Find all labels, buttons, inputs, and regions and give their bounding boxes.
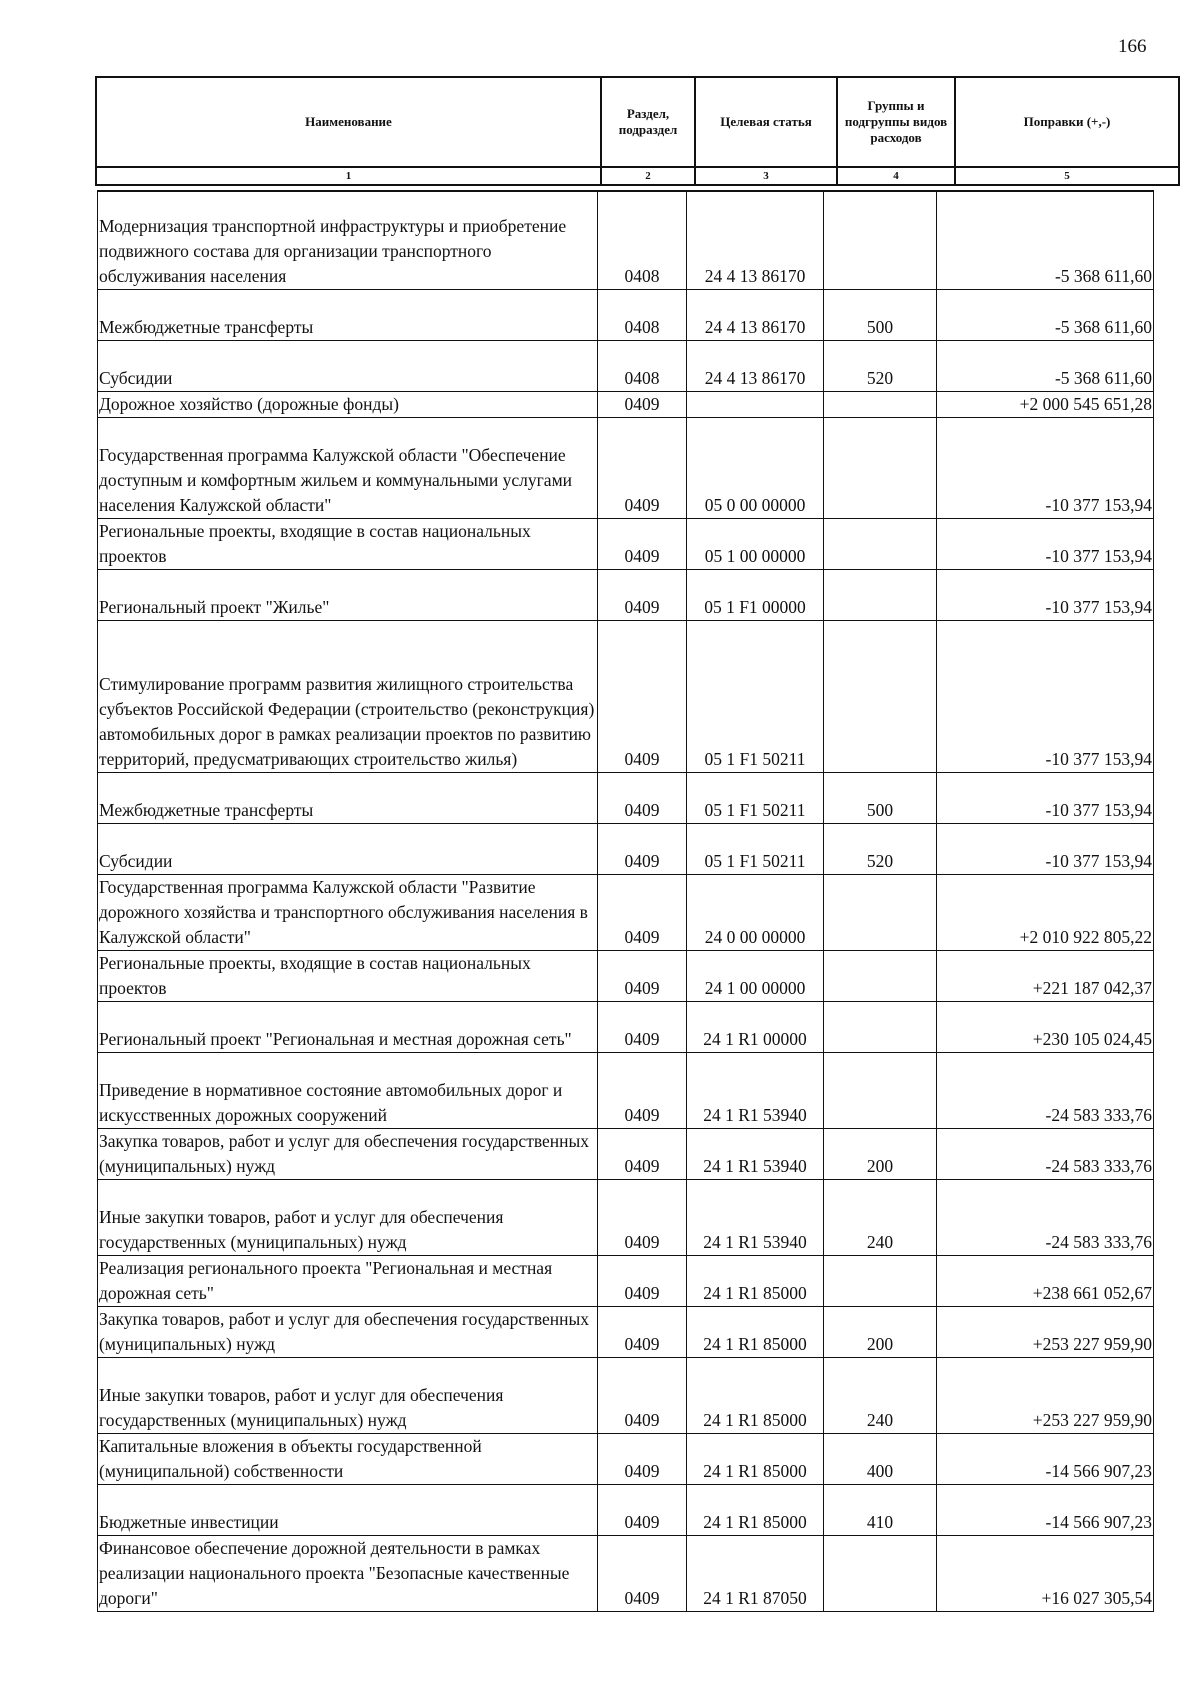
row-name: Приведение в нормативное состояние автомобильных дорог и искусственных дорожных сооружений <box>98 1052 598 1128</box>
row-name: Закупка товаров, работ и услуг для обеспечения государственных (муниципальных) нужд <box>98 1306 598 1357</box>
row-article: 05 1 00 00000 <box>687 518 824 569</box>
row-article: 24 0 00 00000 <box>687 874 824 950</box>
table-row <box>98 1433 1154 1484</box>
row-group <box>824 874 937 950</box>
header-num-1: 1 <box>96 167 601 185</box>
row-amount: +16 027 305,54 <box>937 1535 1154 1611</box>
header-num-3: 3 <box>695 167 837 185</box>
row-section: 0409 <box>598 391 687 417</box>
row-group <box>824 1052 937 1128</box>
row-group <box>824 417 937 518</box>
row-section: 0409 <box>598 620 687 772</box>
row-section: 0409 <box>598 772 687 823</box>
row-amount: +2 000 545 651,28 <box>937 391 1154 417</box>
row-name: Бюджетные инвестиции <box>98 1484 598 1535</box>
row-group <box>824 1255 937 1306</box>
table-row <box>98 518 1154 569</box>
row-name: Иные закупки товаров, работ и услуг для обеспечения государственных (муниципальных) нужд <box>98 1179 598 1255</box>
table-row <box>98 1052 1154 1128</box>
row-name: Модернизация транспортной инфраструктуры и приобретение подвижного состава для организации транспортного обслуживания населения <box>98 191 598 289</box>
page-number: 166 <box>1118 36 1147 57</box>
row-article: 24 1 R1 00000 <box>687 1001 824 1052</box>
row-article: 05 1 F1 50211 <box>687 823 824 874</box>
row-name: Субсидии <box>98 340 598 391</box>
row-group: 400 <box>824 1433 937 1484</box>
row-article: 24 1 R1 85000 <box>687 1255 824 1306</box>
row-amount: -10 377 153,94 <box>937 772 1154 823</box>
row-group <box>824 391 937 417</box>
row-article: 24 4 13 86170 <box>687 191 824 289</box>
row-amount: -10 377 153,94 <box>937 569 1154 620</box>
table-row <box>98 874 1154 950</box>
row-amount: -10 377 153,94 <box>937 518 1154 569</box>
table-row <box>98 1535 1154 1611</box>
row-article: 05 1 F1 50211 <box>687 772 824 823</box>
row-group <box>824 950 937 1001</box>
row-article: 24 4 13 86170 <box>687 289 824 340</box>
row-article: 05 0 00 00000 <box>687 417 824 518</box>
row-section: 0408 <box>598 340 687 391</box>
header-amendments: Поправки (+,-) <box>955 77 1179 167</box>
row-group: 410 <box>824 1484 937 1535</box>
table-row <box>98 1179 1154 1255</box>
header-section: Раздел, подраздел <box>601 77 695 167</box>
row-section: 0408 <box>598 191 687 289</box>
row-group <box>824 191 937 289</box>
table-row <box>98 340 1154 391</box>
row-section: 0409 <box>598 1433 687 1484</box>
row-name: Государственная программа Калужской области "Развитие дорожного хозяйства и транспортного обслуживания населения в Калужской области" <box>98 874 598 950</box>
row-amount: -5 368 611,60 <box>937 340 1154 391</box>
header-num-4: 4 <box>837 167 955 185</box>
header-num-5: 5 <box>955 167 1179 185</box>
row-group: 520 <box>824 823 937 874</box>
row-section: 0409 <box>598 1255 687 1306</box>
row-name: Стимулирование программ развития жилищного строительства субъектов Российской Федерации (строительство (реконструкция) автомобильных дорог в рамках реализации проектов по развитию территорий, предусматривающих строительство жилья) <box>98 620 598 772</box>
table-row <box>98 950 1154 1001</box>
row-name: Региональные проекты, входящие в состав национальных проектов <box>98 518 598 569</box>
row-article <box>687 391 824 417</box>
row-section: 0409 <box>598 1535 687 1611</box>
table-row <box>98 823 1154 874</box>
row-group: 200 <box>824 1128 937 1179</box>
row-name: Закупка товаров, работ и услуг для обеспечения государственных (муниципальных) нужд <box>98 1128 598 1179</box>
budget-table <box>97 190 1154 1612</box>
row-article: 24 1 R1 53940 <box>687 1052 824 1128</box>
row-section: 0409 <box>598 417 687 518</box>
row-amount: -5 368 611,60 <box>937 289 1154 340</box>
row-article: 24 1 R1 85000 <box>687 1306 824 1357</box>
row-group <box>824 620 937 772</box>
table-row <box>98 1484 1154 1535</box>
row-article: 24 1 00 00000 <box>687 950 824 1001</box>
row-amount: -24 583 333,76 <box>937 1179 1154 1255</box>
row-name: Иные закупки товаров, работ и услуг для обеспечения государственных (муниципальных) нужд <box>98 1357 598 1433</box>
row-amount: -10 377 153,94 <box>937 620 1154 772</box>
row-name: Субсидии <box>98 823 598 874</box>
row-amount: -14 566 907,23 <box>937 1433 1154 1484</box>
table-header <box>95 76 1180 186</box>
row-amount: -5 368 611,60 <box>937 191 1154 289</box>
row-amount: +221 187 042,37 <box>937 950 1154 1001</box>
row-article: 24 1 R1 87050 <box>687 1535 824 1611</box>
row-amount: -10 377 153,94 <box>937 417 1154 518</box>
row-group <box>824 1001 937 1052</box>
row-section: 0409 <box>598 1128 687 1179</box>
row-section: 0409 <box>598 1001 687 1052</box>
header-name: Наименование <box>96 77 601 167</box>
row-name: Региональный проект "Региональная и местная дорожная сеть" <box>98 1001 598 1052</box>
row-name: Дорожное хозяйство (дорожные фонды) <box>98 391 598 417</box>
row-name: Капитальные вложения в объекты государственной (муниципальной) собственности <box>98 1433 598 1484</box>
row-name: Финансовое обеспечение дорожной деятельности в рамках реализации национального проекта "Безопасные качественные дороги" <box>98 1535 598 1611</box>
header-target-article: Целевая статья <box>695 77 837 167</box>
row-section: 0409 <box>598 1357 687 1433</box>
row-group: 200 <box>824 1306 937 1357</box>
table-row <box>98 1306 1154 1357</box>
row-section: 0409 <box>598 518 687 569</box>
row-section: 0409 <box>598 950 687 1001</box>
table-row <box>98 1001 1154 1052</box>
row-article: 05 1 F1 00000 <box>687 569 824 620</box>
row-name: Региональный проект "Жилье" <box>98 569 598 620</box>
row-name: Региональные проекты, входящие в состав национальных проектов <box>98 950 598 1001</box>
table-row <box>98 391 1154 417</box>
row-amount: +230 105 024,45 <box>937 1001 1154 1052</box>
row-section: 0408 <box>598 289 687 340</box>
table-row <box>98 1255 1154 1306</box>
row-amount: -10 377 153,94 <box>937 823 1154 874</box>
table-row <box>98 417 1154 518</box>
row-name: Государственная программа Калужской области "Обеспечение доступным и комфортным жильем и коммунальными услугами населения Калужской области" <box>98 417 598 518</box>
header-num-2: 2 <box>601 167 695 185</box>
row-name: Межбюджетные трансферты <box>98 289 598 340</box>
row-section: 0409 <box>598 1179 687 1255</box>
row-amount: +238 661 052,67 <box>937 1255 1154 1306</box>
table-row <box>98 289 1154 340</box>
row-article: 24 1 R1 53940 <box>687 1128 824 1179</box>
row-amount: +253 227 959,90 <box>937 1357 1154 1433</box>
header-expense-groups: Группы и подгруппы видов расходов <box>837 77 955 167</box>
row-amount: -24 583 333,76 <box>937 1128 1154 1179</box>
row-group <box>824 518 937 569</box>
row-article: 24 1 R1 53940 <box>687 1179 824 1255</box>
row-section: 0409 <box>598 823 687 874</box>
row-group: 500 <box>824 772 937 823</box>
table-row <box>98 620 1154 772</box>
row-article: 24 1 R1 85000 <box>687 1484 824 1535</box>
row-section: 0409 <box>598 874 687 950</box>
row-group <box>824 1535 937 1611</box>
table-row <box>98 569 1154 620</box>
row-section: 0409 <box>598 1306 687 1357</box>
row-name: Реализация регионального проекта "Региональная и местная дорожная сеть" <box>98 1255 598 1306</box>
row-section: 0409 <box>598 1052 687 1128</box>
table-row <box>98 1128 1154 1179</box>
row-section: 0409 <box>598 569 687 620</box>
row-group: 240 <box>824 1357 937 1433</box>
table-row <box>98 772 1154 823</box>
row-amount: -24 583 333,76 <box>937 1052 1154 1128</box>
row-amount: +2 010 922 805,22 <box>937 874 1154 950</box>
row-article: 24 4 13 86170 <box>687 340 824 391</box>
table-row <box>98 191 1154 289</box>
row-article: 05 1 F1 50211 <box>687 620 824 772</box>
row-name: Межбюджетные трансферты <box>98 772 598 823</box>
row-article: 24 1 R1 85000 <box>687 1357 824 1433</box>
row-group: 240 <box>824 1179 937 1255</box>
row-group: 500 <box>824 289 937 340</box>
row-amount: +253 227 959,90 <box>937 1306 1154 1357</box>
table-row <box>98 1357 1154 1433</box>
row-amount: -14 566 907,23 <box>937 1484 1154 1535</box>
row-section: 0409 <box>598 1484 687 1535</box>
row-article: 24 1 R1 85000 <box>687 1433 824 1484</box>
row-group: 520 <box>824 340 937 391</box>
row-group <box>824 569 937 620</box>
